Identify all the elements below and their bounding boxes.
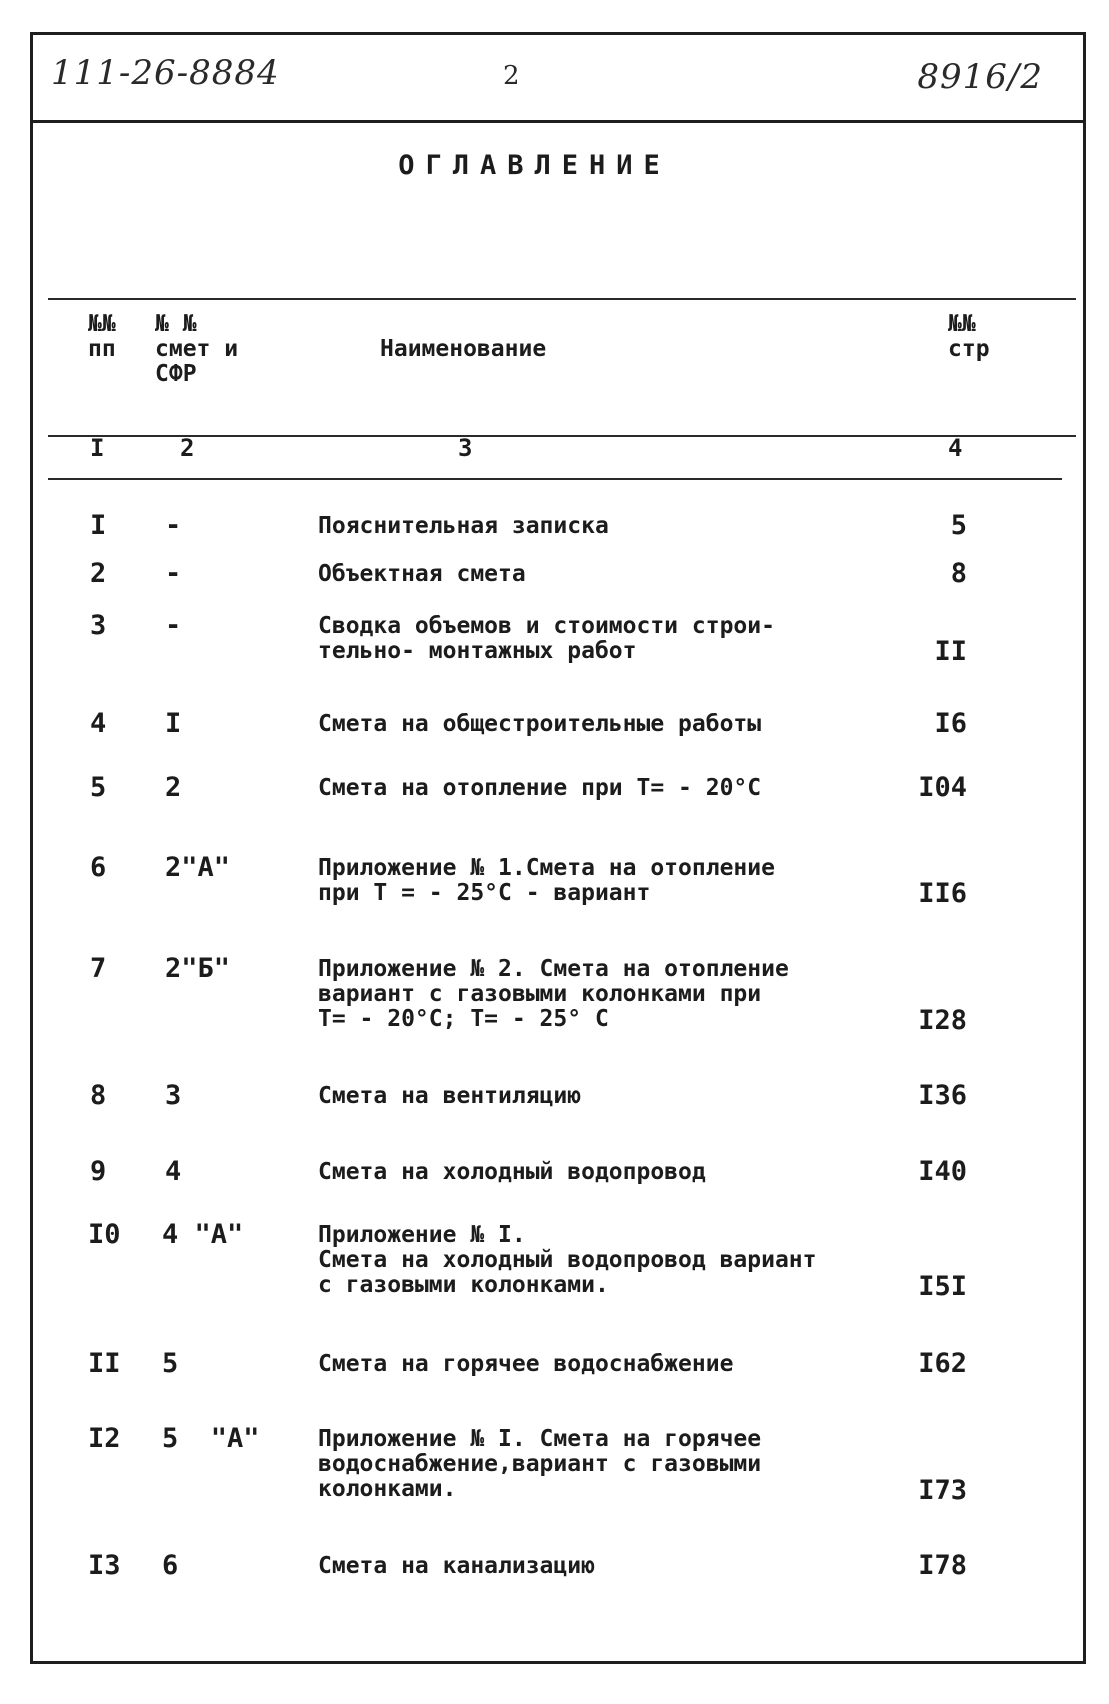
row-title: Смета на канализацию xyxy=(318,1553,595,1579)
column-number-4: 4 xyxy=(948,434,963,462)
row-number: 7 xyxy=(90,953,107,984)
column-numbers-top-rule xyxy=(48,435,1076,437)
row-smeta: 4 xyxy=(165,1156,182,1187)
row-page: I40 xyxy=(918,1156,967,1187)
row-number: I2 xyxy=(88,1423,121,1454)
column-header-page: №№ стр xyxy=(948,311,990,362)
row-page: I78 xyxy=(918,1550,967,1581)
row-title: Приложение № I. Смета на холодный водопровод вариант с газовыми колонками. xyxy=(318,1222,817,1298)
row-page: I36 xyxy=(918,1080,967,1111)
row-title: Приложение № I. Смета на горячее водоснабжение,вариант с газовыми колонками. xyxy=(318,1426,762,1502)
row-smeta: 4 "А" xyxy=(162,1219,244,1250)
row-title: Приложение № 1.Смета на отопление при Т = - 25°С - вариант xyxy=(318,855,775,906)
row-number: I0 xyxy=(88,1219,121,1250)
row-title: Объектная смета xyxy=(318,561,526,587)
row-smeta: 2"А" xyxy=(165,852,231,883)
sheet-code: 8916/2 xyxy=(917,57,1043,97)
row-title: Смета на холодный водопровод xyxy=(318,1159,706,1185)
row-smeta: 3 xyxy=(165,1080,182,1111)
row-title: Смета на вентиляцию xyxy=(318,1083,582,1109)
row-title: Приложение № 2. Смета на отопление вариант с газовыми колонками при Т= - 20°С; Т= - 25° С xyxy=(318,956,789,1032)
row-number: 3 xyxy=(90,610,107,641)
row-number: 8 xyxy=(90,1080,107,1111)
row-title: Смета на горячее водоснабжение xyxy=(318,1351,734,1377)
row-number: I xyxy=(90,510,107,541)
row-page: I62 xyxy=(918,1348,967,1379)
page-frame xyxy=(30,32,1086,1664)
column-number-3: 3 xyxy=(458,434,473,462)
column-number-2: 2 xyxy=(180,434,195,462)
row-title: Смета на общестроительные работы xyxy=(318,711,762,737)
row-smeta: - xyxy=(165,558,182,589)
row-number: I3 xyxy=(88,1550,121,1581)
row-number: II xyxy=(88,1348,121,1379)
column-header-smeta: № № смет и СФР xyxy=(155,311,239,387)
row-number: 4 xyxy=(90,708,107,739)
row-number: 2 xyxy=(90,558,107,589)
row-title: Пояснительная записка xyxy=(318,513,609,539)
row-number: 5 xyxy=(90,772,107,803)
row-page: II6 xyxy=(918,878,967,909)
row-page: I6 xyxy=(934,708,967,739)
row-smeta: 2 xyxy=(165,772,182,803)
row-smeta: 6 xyxy=(162,1550,179,1581)
column-numbers-bottom-rule xyxy=(48,478,1062,480)
page-number: 2 xyxy=(503,61,521,91)
page-title: ОГЛАВЛЕНИЕ xyxy=(398,150,671,181)
row-number: 6 xyxy=(90,852,107,883)
stamp-header xyxy=(33,35,1083,123)
row-title: Смета на отопление при Т= - 20°С xyxy=(318,775,762,801)
row-smeta: 5 xyxy=(162,1348,179,1379)
row-smeta: 5 "А" xyxy=(162,1423,260,1454)
row-page: 5 xyxy=(950,510,967,541)
row-number: 9 xyxy=(90,1156,107,1187)
row-smeta: I xyxy=(165,708,182,739)
row-smeta: - xyxy=(165,610,182,641)
row-title: Сводка объемов и стоимости строи- тельно- монтажных работ xyxy=(318,613,775,664)
row-smeta: - xyxy=(165,510,182,541)
row-page: 8 xyxy=(950,558,967,589)
column-header-number: №№ пп xyxy=(88,311,116,362)
column-number-1: I xyxy=(90,434,105,462)
table-top-rule xyxy=(48,298,1076,300)
row-page: I28 xyxy=(918,1005,967,1036)
row-smeta: 2"Б" xyxy=(165,953,231,984)
column-header-title: Наименование xyxy=(380,336,547,362)
row-page: I5I xyxy=(918,1271,967,1302)
document-code: 111-26-8884 xyxy=(51,53,280,93)
row-page: I04 xyxy=(918,772,967,803)
row-page: II xyxy=(934,636,967,667)
row-page: I73 xyxy=(918,1475,967,1506)
